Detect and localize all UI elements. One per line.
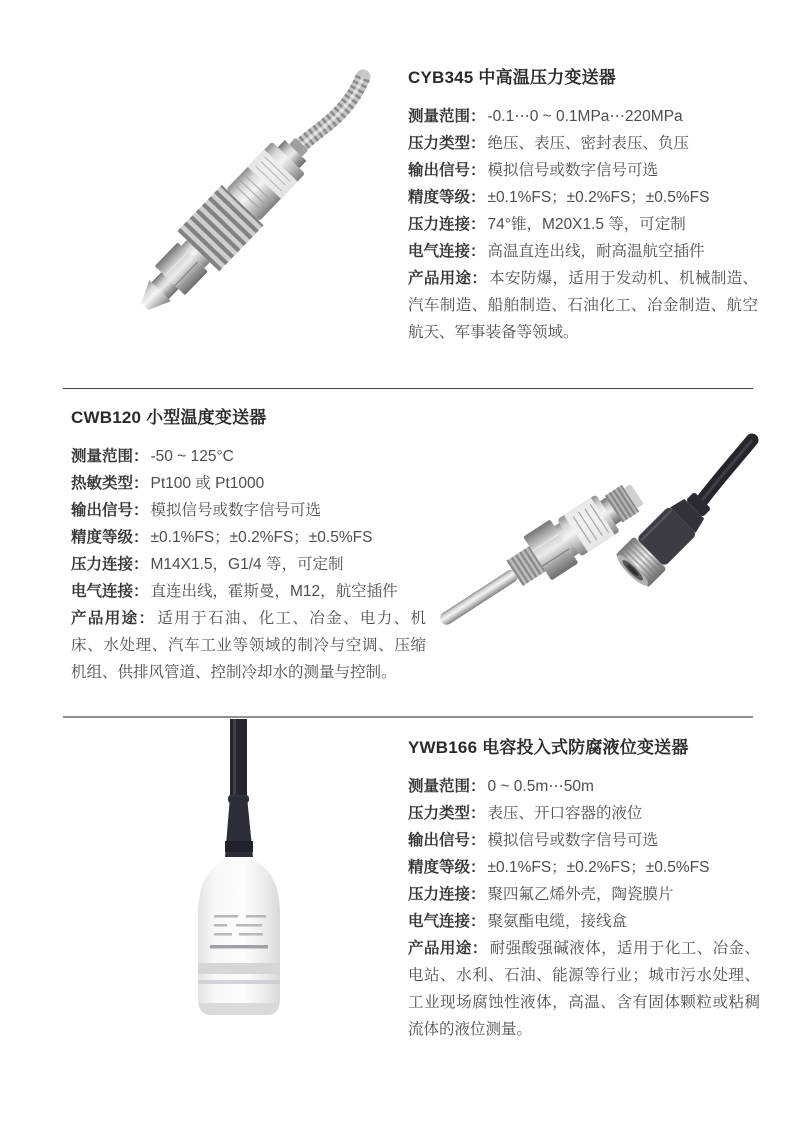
spec-label: 产品用途： xyxy=(408,270,488,287)
spec-value: M14X1.5，G1/4 等，可定制 xyxy=(150,556,344,573)
level-transmitter-photo xyxy=(124,719,354,1041)
spec-row xyxy=(71,605,426,686)
spec-row xyxy=(408,908,760,935)
spec-row xyxy=(71,443,426,470)
spec-row xyxy=(408,881,760,908)
spec-label: 精度等级： xyxy=(71,529,149,546)
spec-row xyxy=(408,773,760,800)
spec-row xyxy=(71,578,426,605)
spec-value: 耐强酸强碱液体，适用于化工、冶金、电站、水利、石油、能源等行业；城市污水处理、工业现场腐蚀性液体，高温、含有固体颗粒或粘稠流体的液位测量。 xyxy=(408,940,760,1038)
spec-label: 压力类型： xyxy=(408,135,486,152)
product-title: CYB345 中高温压力变送器 xyxy=(408,68,616,87)
spec-value: 0 ~ 0.5m⋯50m xyxy=(487,778,594,795)
spec-value: Pt100 或 Pt1000 xyxy=(150,475,265,492)
spec-value: 高温直连出线，耐高温航空插件 xyxy=(487,243,705,260)
spec-row xyxy=(408,157,758,184)
spec-label: 测量范围： xyxy=(408,778,486,795)
spec-row xyxy=(71,551,426,578)
spec-label: 产品用途： xyxy=(408,940,488,957)
spec-label: 输出信号： xyxy=(408,832,486,849)
spec-label: 压力类型： xyxy=(408,805,486,822)
spec-row xyxy=(408,800,760,827)
spec-label: 压力连接： xyxy=(408,886,486,903)
spec-label: 产品用途： xyxy=(71,610,156,627)
spec-label: 精度等级： xyxy=(408,859,486,876)
spec-label: 精度等级： xyxy=(408,189,486,206)
temperature-transmitter-image xyxy=(420,428,765,676)
spec-row xyxy=(408,238,758,265)
spec-row xyxy=(408,854,760,881)
spec-value: 74°锥，M20X1.5 等，可定制 xyxy=(487,216,686,233)
spec-value: -0.1⋯0 ~ 0.1MPa⋯220MPa xyxy=(487,108,683,125)
spec-row xyxy=(408,211,758,238)
spec-value: 聚四氟乙烯外壳，陶瓷膜片 xyxy=(487,886,674,903)
spec-value: 表压、开口容器的液位 xyxy=(487,805,643,822)
spec-value: 本安防爆，适用于发动机、机械制造、汽车制造、船舶制造、石油化工、冶金制造、航空航天、军事装备等领域。 xyxy=(408,270,758,341)
spec-label: 电气连接： xyxy=(408,243,486,260)
spec-row xyxy=(71,524,426,551)
sensor-cable xyxy=(230,719,247,799)
pressure-transmitter-photo xyxy=(95,58,385,348)
spec-value: 模拟信号或数字信号可选 xyxy=(150,502,322,519)
spec-value: 模拟信号或数字信号可选 xyxy=(487,832,659,849)
product-info-cwb120 xyxy=(71,406,426,686)
spec-row xyxy=(71,470,426,497)
spec-row xyxy=(71,497,426,524)
spec-row xyxy=(408,184,758,211)
spec-value: 聚氨酯电缆，接线盒 xyxy=(487,913,628,930)
temperature-transmitter-photo xyxy=(420,428,765,676)
transmitter-body xyxy=(124,124,323,327)
spec-row xyxy=(408,827,760,854)
m12-cable xyxy=(701,440,752,502)
armored-flex-cable xyxy=(299,77,363,147)
spec-label: 压力连接： xyxy=(71,556,149,573)
section-divider xyxy=(63,716,753,718)
spec-label: 输出信号： xyxy=(408,162,486,179)
section-divider xyxy=(63,388,753,389)
product-info-cyb345 xyxy=(408,66,758,346)
product-title: YWB166 电容投入式防腐液位变送器 xyxy=(408,738,689,757)
product-title: CWB120 小型温度变送器 xyxy=(71,408,267,427)
cable-boot xyxy=(225,795,253,857)
spec-label: 测量范围： xyxy=(71,448,149,465)
spec-value: 直连出线，霍斯曼，M12，航空插件 xyxy=(150,583,398,600)
spec-value: 适用于石油、化工、冶金、电力、机床、水处理、汽车工业等领域的制冷与空调、压缩机组、供排风管道、控制冷却水的测量与控制。 xyxy=(71,610,426,681)
spec-row xyxy=(408,130,758,157)
spec-row xyxy=(408,265,758,346)
spec-value: -50 ~ 125°C xyxy=(150,448,234,465)
spec-label: 测量范围： xyxy=(408,108,486,125)
spec-value: ±0.1%FS；±0.2%FS；±0.5%FS xyxy=(487,859,710,876)
spec-value: 绝压、表压、密封表压、负压 xyxy=(487,135,690,152)
spec-row xyxy=(408,935,760,1043)
spec-label: 输出信号： xyxy=(71,502,149,519)
level-transmitter-image xyxy=(124,719,354,1041)
spec-label: 热敏类型： xyxy=(71,475,149,492)
spec-row xyxy=(408,103,758,130)
spec-value: 模拟信号或数字信号可选 xyxy=(487,162,659,179)
spec-label: 电气连接： xyxy=(408,913,486,930)
spec-label: 压力连接： xyxy=(408,216,486,233)
pressure-transmitter-image xyxy=(95,58,385,348)
spec-value: ±0.1%FS；±0.2%FS；±0.5%FS xyxy=(150,529,373,546)
spec-label: 电气连接： xyxy=(71,583,149,600)
temperature-probe xyxy=(438,567,521,627)
spec-value: ±0.1%FS；±0.2%FS；±0.5%FS xyxy=(487,189,710,206)
product-info-ywb166 xyxy=(408,736,760,1043)
ptfe-sensor-body xyxy=(198,861,280,1015)
